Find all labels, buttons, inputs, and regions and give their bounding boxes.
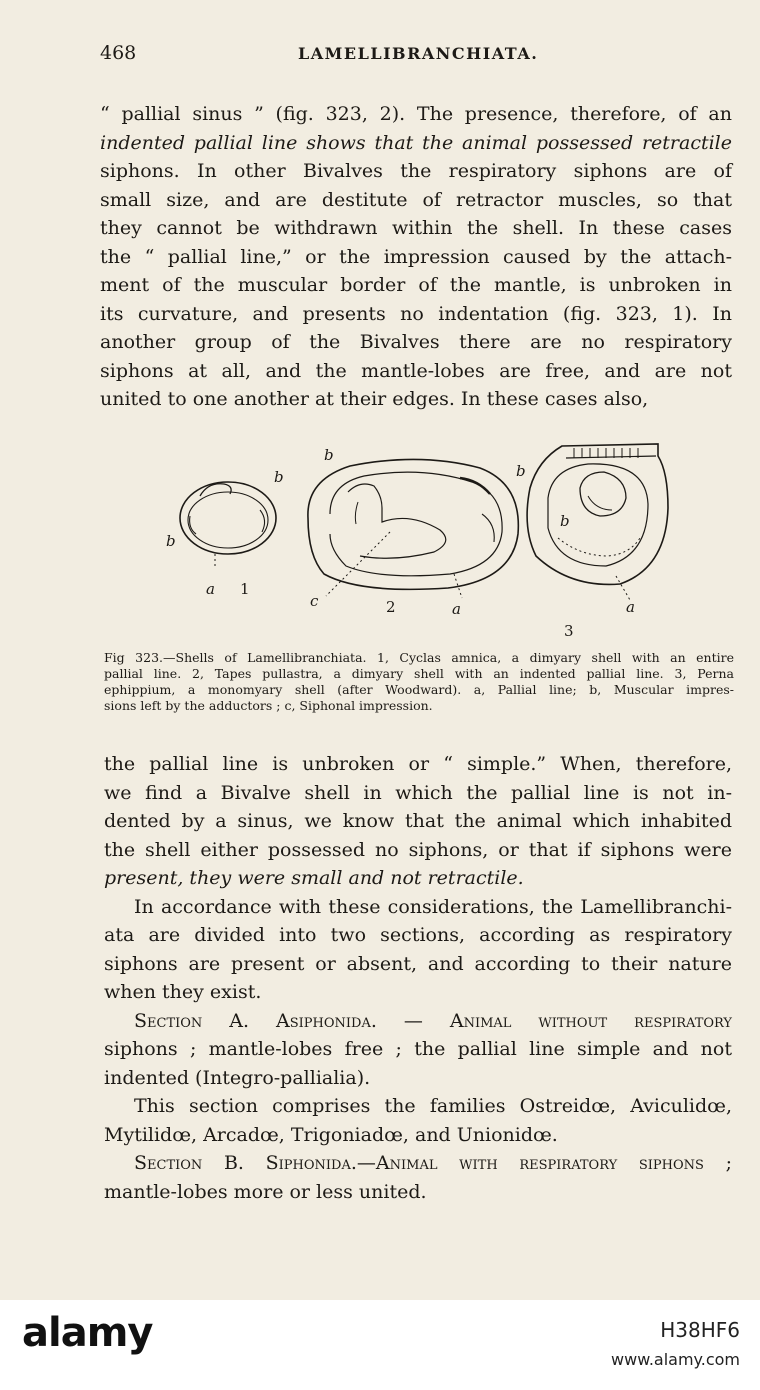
text-line: siphons ; mantle-lobes free ; the pallial line simple and not [104,1038,732,1060]
text-line: when they exist. [104,981,262,1003]
text-line: ment of the muscular border of the mantle, is unbroken in [100,274,732,296]
label-b-2-right: b [516,462,526,480]
shell-2-tapes [308,459,518,598]
text-line: united to one another at their edges. In these cases also, [100,388,649,410]
text-line: they cannot be withdrawn within the shell. In these cases [100,217,732,239]
label-b-2-left: b [324,446,334,464]
text-line: another group of the Bivalves there are no respiratory [100,331,732,353]
alamy-logo[interactable]: alamy [22,1310,153,1356]
text-line: In accordance with these considerations, the Lamellibranchi- [134,895,732,918]
stock-footer [0,1300,760,1390]
shell-1-cyclas [180,482,276,566]
text-line: we find a Bivalve shell in which the pallial line is not in- [104,781,732,804]
section-a-heading: Section A. Asiphonida. — Animal without respiratory [134,1009,732,1032]
text-line: This section comprises the families Ostreidœ, Aviculidœ, [134,1095,732,1117]
label-number-2: 2 [386,598,396,616]
paragraph-1 [100,100,732,414]
page-number: 468 [100,42,137,64]
label-b-3: b [560,512,570,530]
text-line: small size, and are destitute of retractor muscles, so that [100,188,732,211]
text-line: indented (Integro-pallialia). [104,1066,371,1089]
label-number-1: 1 [240,580,250,598]
running-title: LAMELLIBRANCHIATA. [298,44,539,63]
caption-line: Fig 323.—Shells of Lamellibranchiata. 1, Cyclas amnica, a dimyary shell with an entire [104,650,734,665]
text-line: ata are divided into two sections, according as respiratory [104,924,732,946]
section-b-heading: Section B. Siphonida.—Animal with respiratory siphons ; [134,1152,732,1174]
text-line: siphons. In other Bivalves the respiratory siphons are of [100,160,732,182]
paragraph-2 [104,750,732,1206]
site-url[interactable]: www.alamy.com [611,1350,740,1369]
text-line: mantle-lobes more or less united. [104,1180,427,1203]
label-a-1: a [206,580,215,598]
text-line: indented pallial line shows that the animal possessed retractile [100,131,732,154]
image-id: H38HF6 [660,1318,740,1342]
text-line: present, they were small and not retractile. [104,867,524,889]
text-line: dented by a sinus, we know that the animal which inhabited [104,810,732,832]
text-line: “ pallial sinus ” (fig. 323, 2). The presence, therefore, of an [100,103,732,125]
shell-figure [160,438,680,648]
text-line: siphons at all, and the mantle-lobes are free, and are not [100,359,732,382]
text-line: the “ pallial line,” or the impression caused by the attach- [100,245,732,268]
figure-caption [104,650,734,714]
caption-line: ephippium, a monomyary shell (after Woodward). a, Pallial line; b, Muscular impres- [104,682,734,697]
text-line: Mytilidœ, Arcadœ, Trigoniadœ, and Unionidœ. [104,1123,558,1146]
label-b-1-left: b [166,532,176,550]
shell-3-perna [527,444,668,600]
caption-line: sions left by the adductors ; c, Siphonal impression. [104,698,433,713]
caption-line: pallial line. 2, Tapes pullastra, a dimyary shell with an indented pallial line. 3, Perna [104,666,734,681]
text-line: its curvature, and presents no indentation (fig. 323, 1). In [100,302,732,325]
label-number-3: 3 [564,622,574,640]
label-a-3: a [626,598,635,616]
text-line: siphons are present or absent, and according to their nature [104,952,732,975]
label-c-2: c [310,592,319,610]
label-a-2: a [452,600,461,618]
text-line: the pallial line is unbroken or “ simple.” When, therefore, [104,753,732,775]
page-header [100,42,740,72]
text-line: the shell either possessed no siphons, or that if siphons were [104,838,732,861]
label-b-1-top: b [274,468,284,486]
